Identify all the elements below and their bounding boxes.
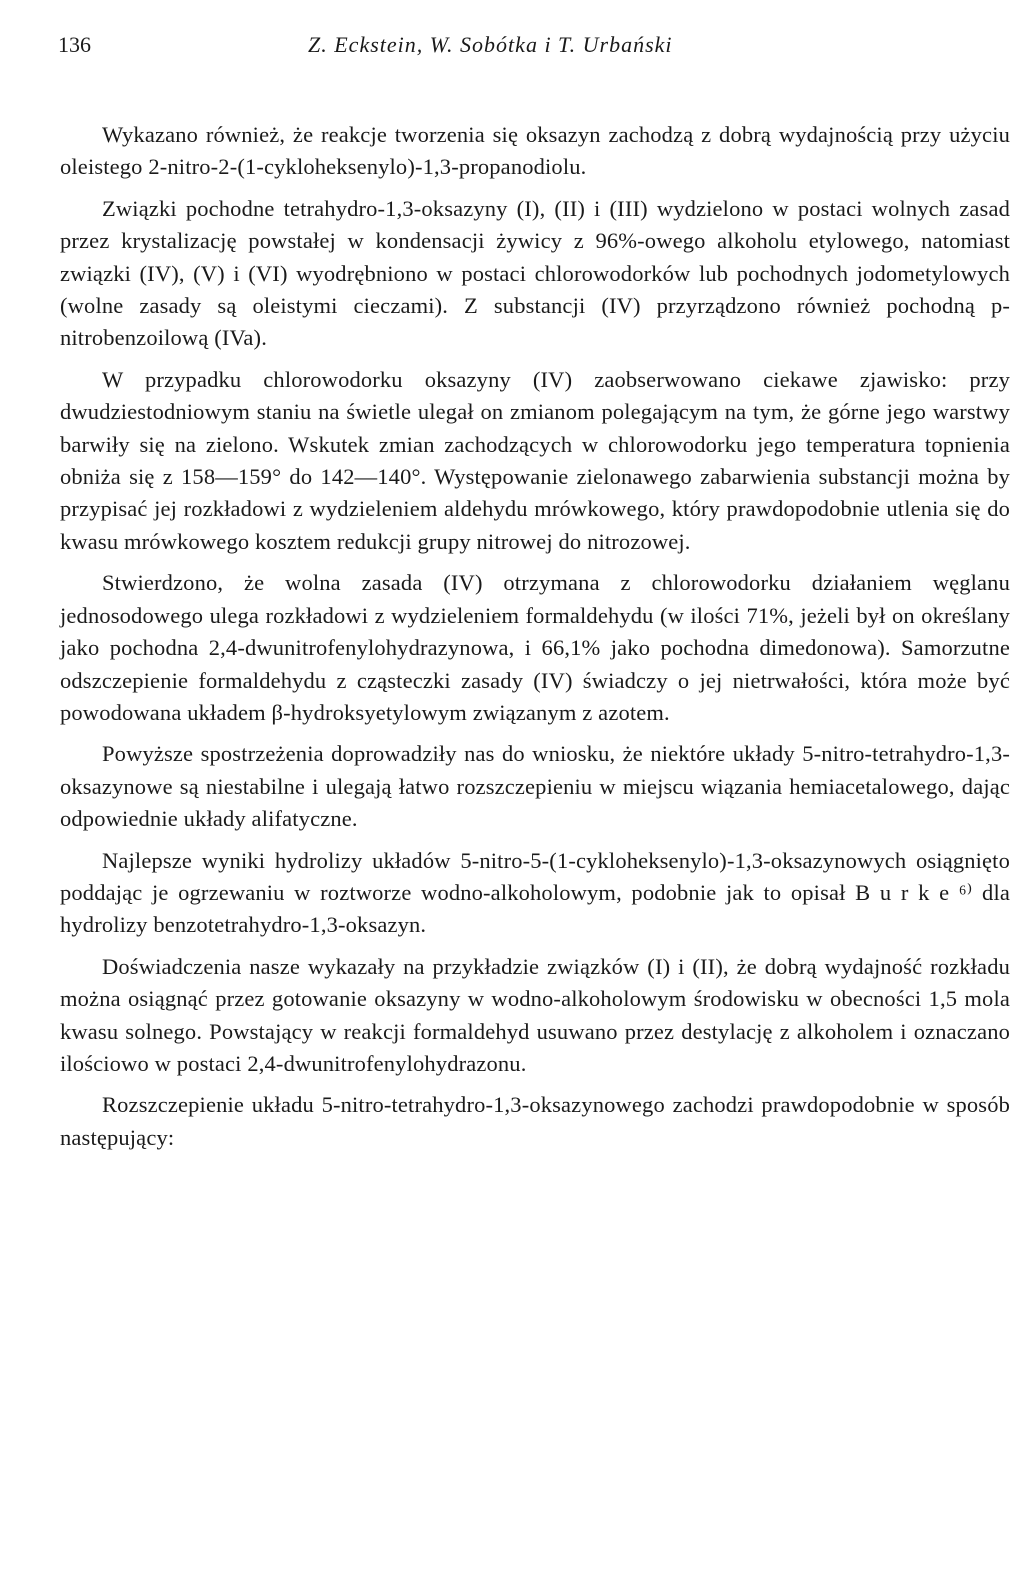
running-title: Z. Eckstein, W. Sobótka i T. Urbański (308, 32, 673, 57)
paragraph-hydrochloride-observation: W przypadku chlorowodorku oksazyny (IV) zaobserwowano ciekawe zjawisko: przy dwudziestodniowym staniu na świetle ulegał on zmianom polegającym na tym, że górne jego warstwy barwiły się na zielono. Wskutek zmian zachodzących w chlorowodorku jego temperatura topnienia obniża się z 158—159° do 142—140°. Występowanie zielonawego zabarwienia substancji można by przypisać jej rozkładowi z wydzieleniem aldehydu mrówkowego, który prawdopodobnie utlenia się do kwasu mrówkowego kosztem redukcji grupy nitrowej do nitrozowej. (60, 366, 1010, 554)
paragraph-instability-conclusion: Powyższe spostrzeżenia doprowadziły nas do wniosku, że niektóre układy 5-nitro-tetrahydro-1,3-oksazynowe są niestabilne i ulegają łatwo rozszczepieniu w miejscu wiązania hemiacetalowego, dając odpowiednie układy alifatyczne. (60, 741, 1010, 832)
paragraph-experiments: Doświadczenia nasze wykazały na przykładzie związków (I) i (II), że dobrą wydajność rozkładu można osiągnąć przez gotowanie oksazyny w wodno-alkoholowym środowisku w obecności 1,5 mola kwasu solnego. Powstający w reakcji formaldehyd usuwano przez destylację z alkoholem i oznaczano ilościowo w postaci 2,4-dwunitrofenylohydrazonu. (60, 953, 1010, 1076)
paragraph-cleavage-mechanism: Rozszczepienie układu 5-nitro-tetrahydro-1,3-oksazynowego zachodzi prawdopodobnie w sposób następujący: (60, 1092, 1010, 1150)
page-number: 136 (58, 32, 91, 57)
body-text (60, 119, 1010, 1154)
paragraph-hydrolysis-results: Najlepsze wyniki hydrolizy układów 5-nitro-5-(1-cykloheksenylo)-1,3-oksazynowych osiągnięto poddając je ogrzewaniu w roztworze wodno-alkoholowym, podobnie jak to opisał B u r k e ⁶⁾ dla hydrolizy benzotetrahydro-1,3-oksazyn. (60, 847, 1010, 938)
paragraph-oxazine-yield: Wykazano również, że reakcje tworzenia się oksazyn zachodzą z dobrą wydajnością przy użyciu oleistego 2-nitro-2-(1-cykloheksenylo)-1,3-propanodiolu. (60, 122, 1010, 180)
paragraph-derivatives-isolation: Związki pochodne tetrahydro-1,3-oksazyny (I), (II) i (III) wydzielono w postaci wolnych zasad przez krystalizację powstałej w kondensacji żywicy z 96%-owego alkoholu etylowego, natomiast związki (IV), (V) i (VI) wyodrębniono w postaci chlorowodorków lub pochodnych jodometylowych (wolne zasady są oleistymi cieczami). Z substancji (IV) przyrządzono również pochodną p-nitrobenzoilową (IVa). (60, 195, 1010, 351)
running-head (60, 24, 1010, 64)
paragraph-formaldehyde-release: Stwierdzono, że wolna zasada (IV) otrzymana z chlorowodorku działaniem węglanu jednosodowego ulega rozkładowi z wydzieleniem formaldehydu (w ilości 71%, jeżeli był on określany jako pochodna 2,4-dwunitrofenylohydrazynowa, i 66,1% jako pochodna dimedonowa). Samorzutne odszczepienie formaldehydu z cząsteczki zasady (IV) świadczy o jej nietrwałości, która może być powodowana układem β-hydroksyetylowym związanym z azotem. (60, 570, 1010, 725)
